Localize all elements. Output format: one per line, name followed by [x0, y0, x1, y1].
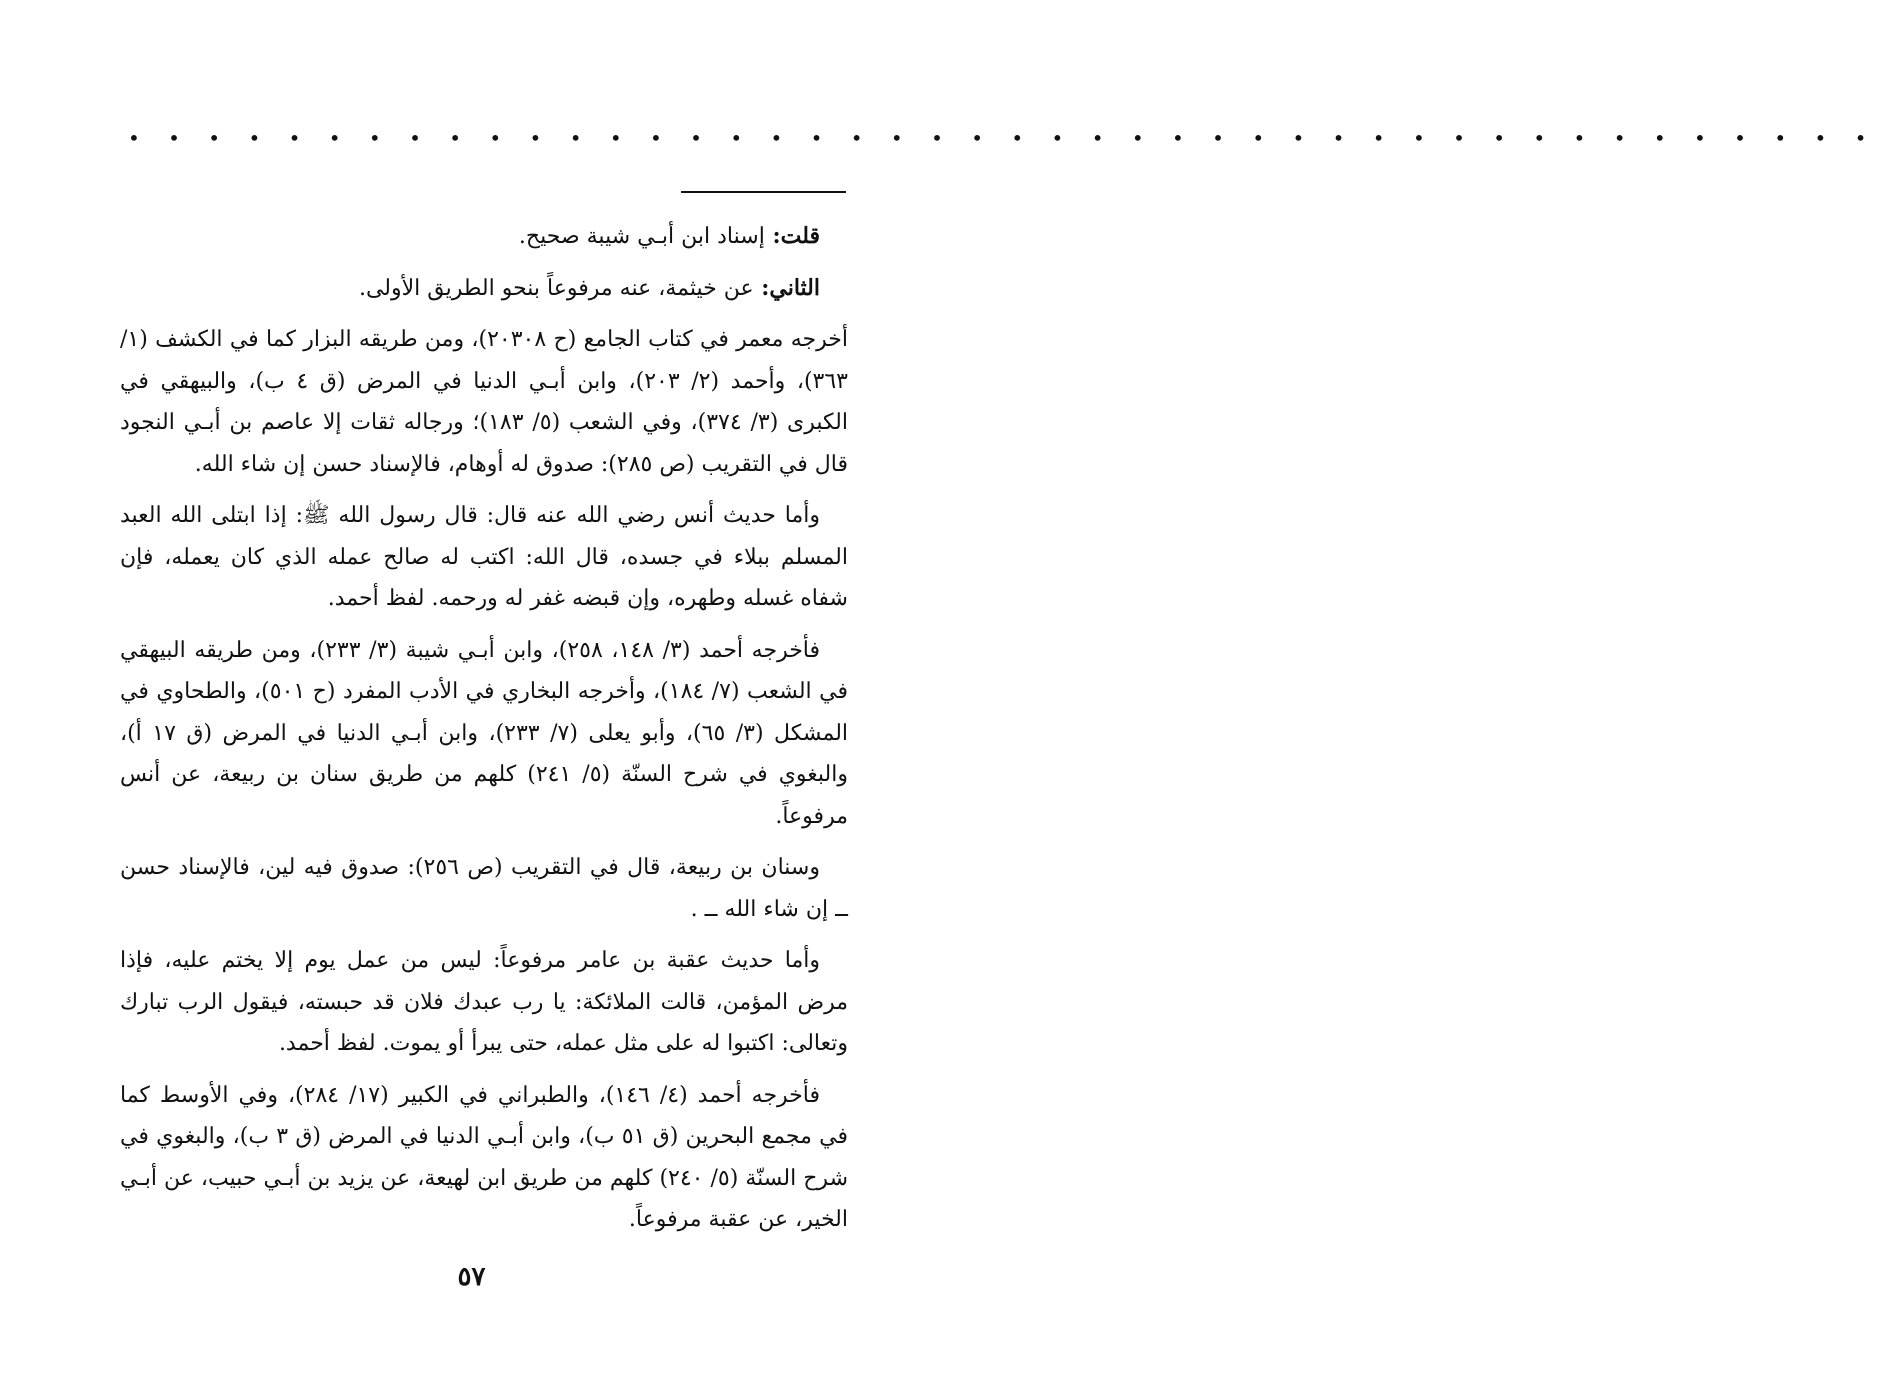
paragraph-text: وأما حديث عقبة بن عامر مرفوعاً: ليس من عمل يوم إلا يختم عليه، فإذا مرض المؤمن، قالت الملائكة: يا رب عبدك فلان قد حبسته، فيقول الرب تبارك وتعالى: اكتبوا له على مثل عمله، حتى يبرأ أو يموت. لفظ أحمد. — [120, 948, 848, 1056]
paragraph — [120, 495, 848, 620]
paragraph-text: وسنان بن ربيعة، قال في التقريب (ص ٢٥٦): صدوق فيه لين، فالإسناد حسن ــ إن شاء الله ــ . — [120, 855, 848, 922]
paragraph — [120, 847, 848, 930]
paragraph — [120, 1075, 848, 1241]
paragraph — [120, 630, 848, 838]
paragraph-text: وأما حديث أنس رضي الله عنه قال: قال رسول الله ﷺ: إذا ابتلى الله العبد المسلم ببلاء في جسده، قال الله: اكتب له صالح عمله الذي كان يعمله، فإن شفاه غسله وطهره، وإن قبضه غفر له ورحمه. لفظ أحمد. — [120, 503, 848, 611]
footnote-rule — [681, 191, 846, 193]
page-number: ٥٧ — [457, 1262, 486, 1292]
paragraph-lead: قلت: — [764, 223, 820, 249]
paragraph — [120, 319, 848, 485]
paragraph-text: إسناد ابن أبـي شيبة صحيح. — [518, 224, 765, 249]
paragraph — [120, 940, 848, 1065]
paragraph-text: فأخرجه أحمد (٤/ ١٤٦)، والطبراني في الكبير (١٧/ ٢٨٤)، وفي الأوسط كما في مجمع البحرين (ق ٥١ ب)، وابن أبـي الدنيا في المرض (ق ٣ ب)، والبغوي في شرح السنّة (٥/ ٢٤٠) كلهم من طريق ابن لهيعة، عن يزيد بن أبـي حبيب، عن أبـي الخير، عن عقبة مرفوعاً. — [120, 1082, 849, 1232]
body-text — [120, 216, 848, 1241]
paragraph — [120, 268, 848, 310]
paragraph-text: فأخرجه أحمد (٣/ ١٤٨، ٢٥٨)، وابن أبـي شيبة (٣/ ٢٣٣)، ومن طريقه البيهقي في الشعب (٧/ ١٨٤)، وأخرجه البخاري في الأدب المفرد (ح ٥٠١)، والطحاوي في المشكل (٣/ ٦٥)، وأبو يعلى (٧/ ٢٣٣)، وابن أبـي الدنيا في المرض (ق ١٧ أ)، والبغوي في شرح السنّة (٥/ ٢٤١) كلهم من طريق سنان بن ربيعة، عن أنس مرفوعاً. — [120, 637, 849, 829]
paragraph — [120, 216, 848, 258]
dotted-separator: • • • • • • • • • • • • • • • • • • • • • • • • • • • • • • • • • • • • • • • • • • • • — [128, 126, 1877, 150]
paragraph-text: أخرجه معمر في كتاب الجامع (ح ٢٠٣٠٨)، ومن طريقه البزار كما في الكشف (١/ ٣٦٣)، وأحمد (٢/ ٢٠٣)، وابن أبـي الدنيا في المرض (ق ٤ ب)، والبيهقي في الكبرى (٣/ ٣٧٤)، وفي الشعب (٥/ ١٨٣)؛ ورجاله ثقات إلا عاصم بن أبـي النجود قال في التقريب (ص ٢٨٥): صدوق له أوهام، فالإسناد حسن إن شاء الله. — [120, 327, 848, 477]
paragraph-text: عن خيثمة، عنه مرفوعاً بنحو الطريق الأولى. — [358, 275, 754, 301]
paragraph-lead: الثاني: — [753, 274, 820, 301]
